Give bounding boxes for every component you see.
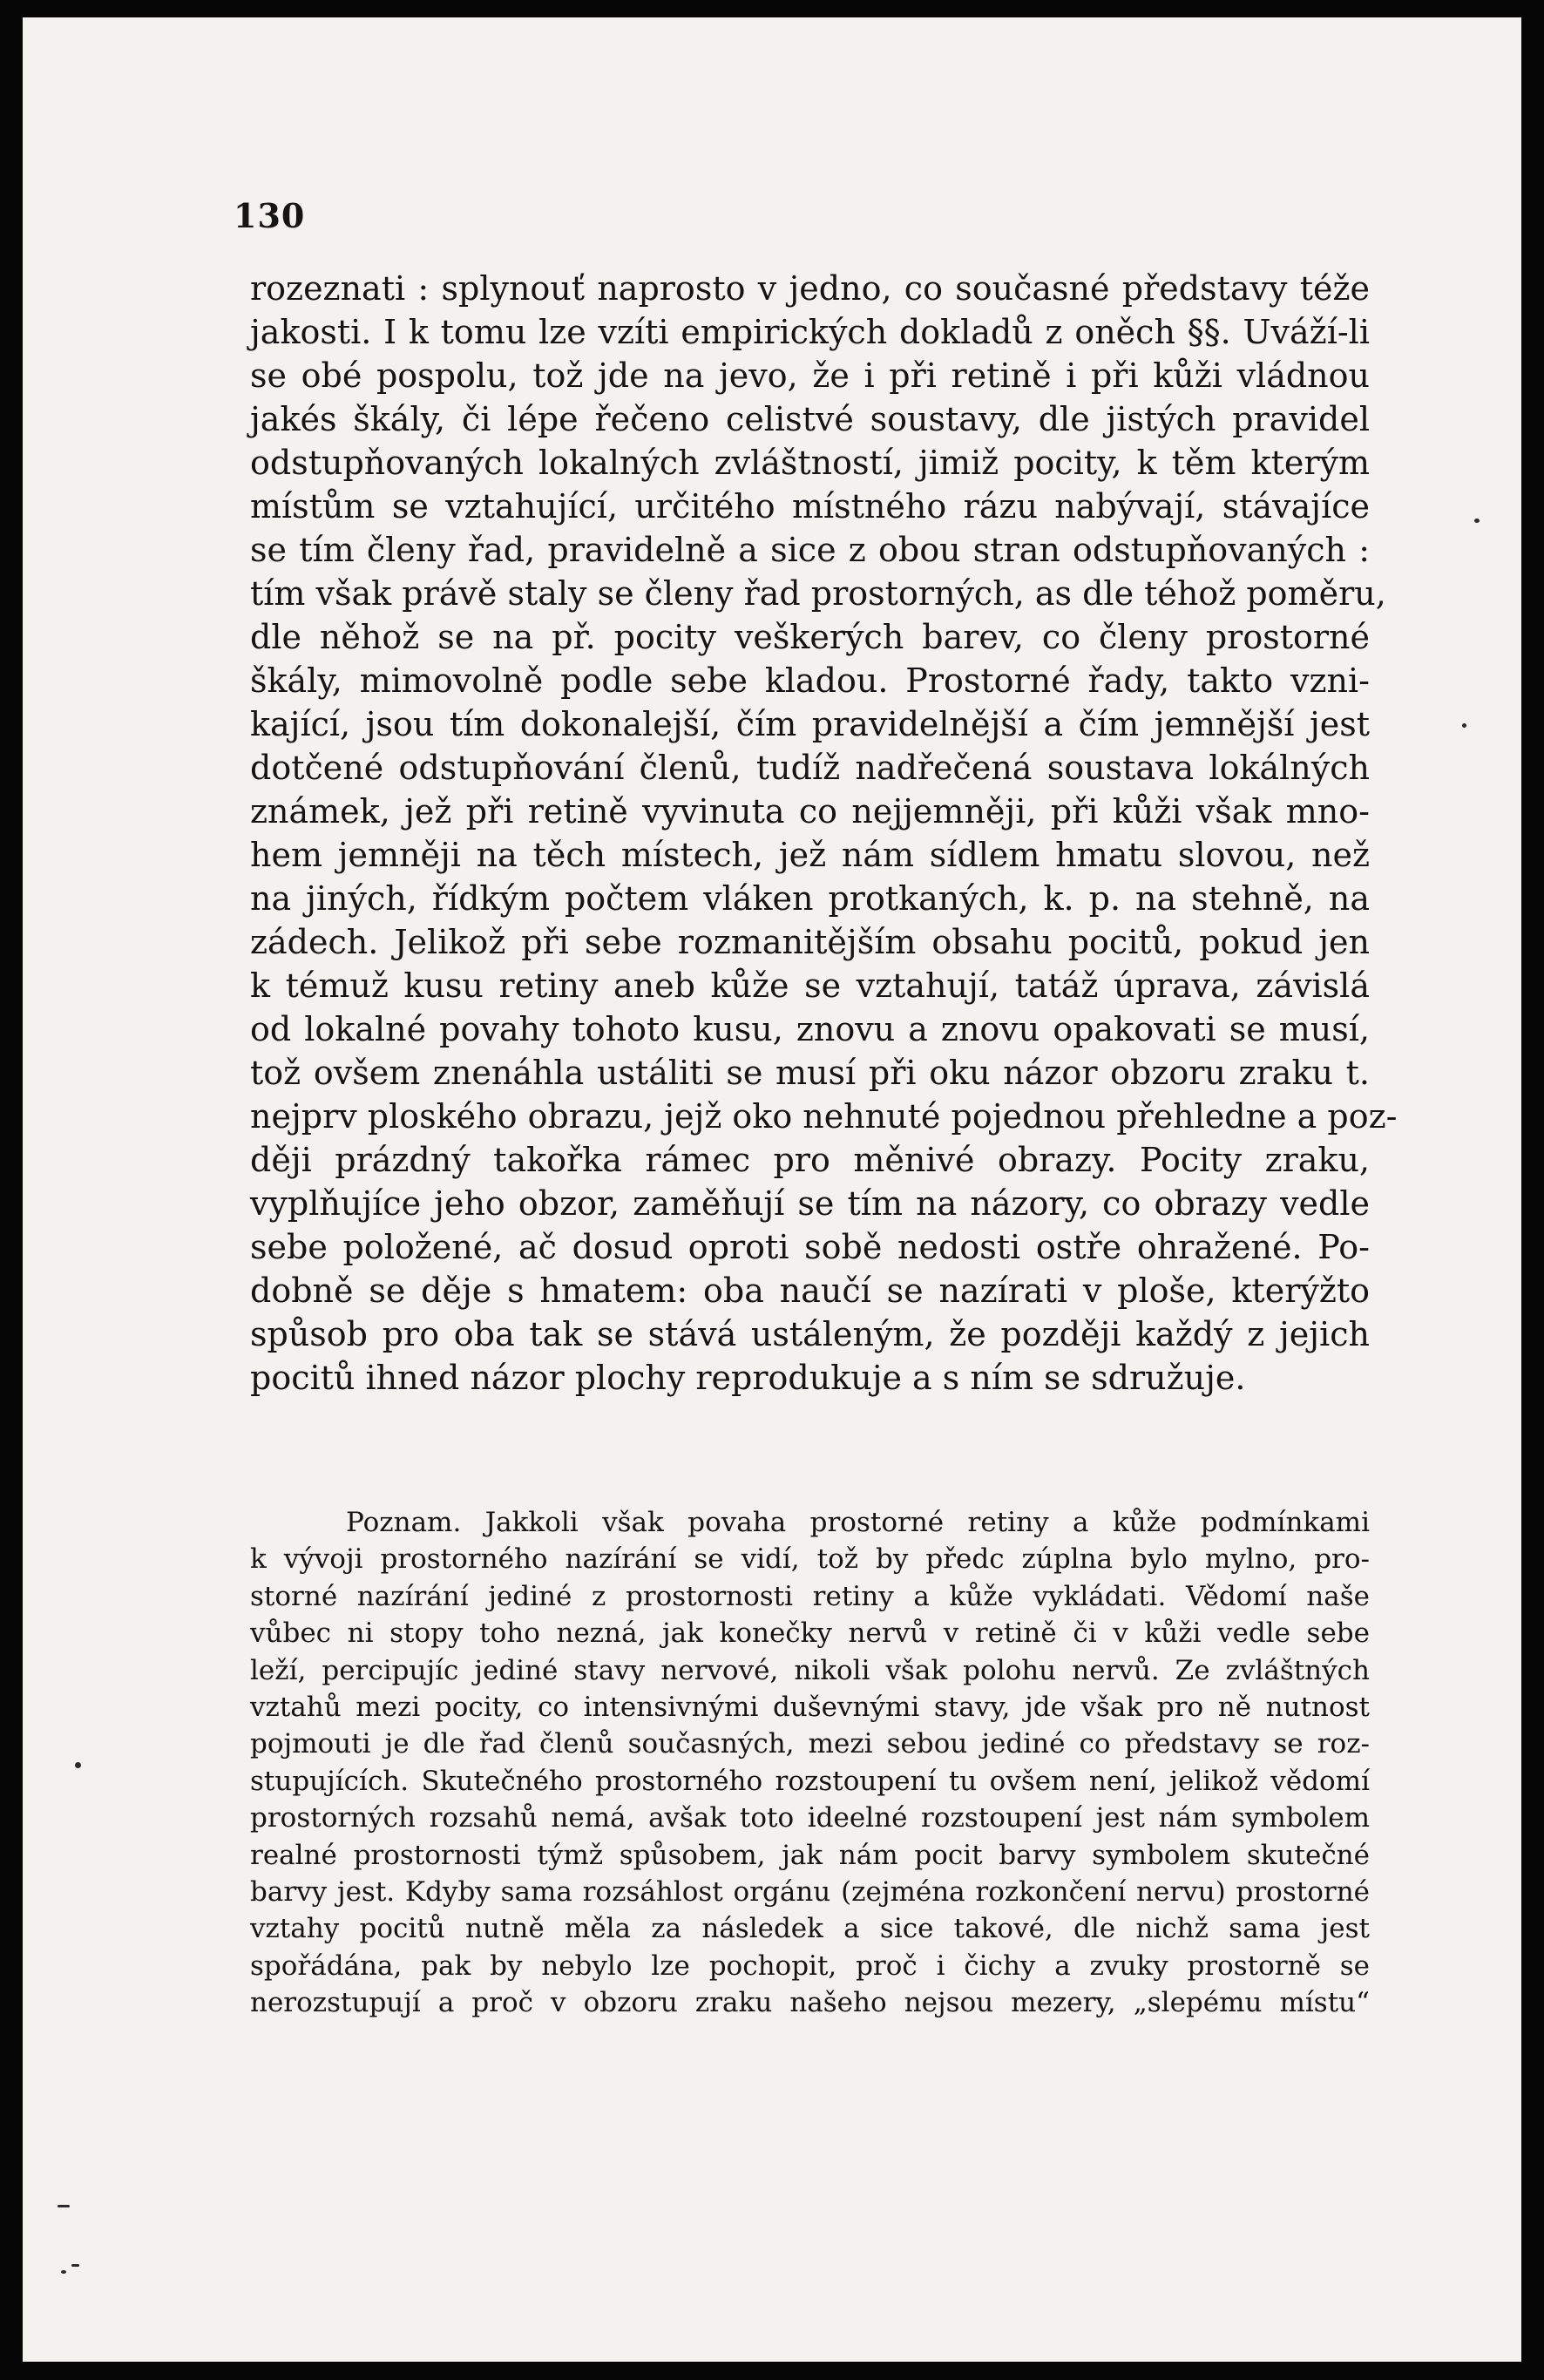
text-line: k témuž kusu retiny aneb kůže se vztahují, tatáž úprava, závislá <box>250 966 1370 1005</box>
text-line: kající, jsou tím dokonalejší, čím pravidelnější a čím jemnější jest <box>250 705 1370 743</box>
text-line: dle něhož se na př. pocity veškerých barev, co členy prostorné <box>250 618 1370 656</box>
text-line: pocitů ihned názor plochy reprodukuje a s ním se sdružuje. <box>250 1359 1246 1397</box>
text-line: na jiných, řídkým počtem vláken protkaných, k. p. na stehně, na <box>250 879 1370 918</box>
text-line: hem jemněji na těch místech, jež nám sídlem hmatu slovou, než <box>250 836 1370 874</box>
text-line: se tím členy řad, pravidelně a sice z obou stran odstupňovaných : <box>250 531 1370 569</box>
text-line: spůsob pro oba tak se stává ustáleným, že později každý z jejich <box>250 1315 1370 1353</box>
text-line: odstupňovaných lokalných zvláštností, jimiž pocity, k těm kterým <box>250 444 1370 482</box>
text-line: se obé pospolu, tož jde na jevo, že i při retině i při kůži vládnou <box>250 356 1370 395</box>
note-line: prostorných rozsahů nemá, avšak toto ideelné rozstoupení jest nám symbolem <box>250 1802 1370 1834</box>
note-line: barvy jest. Kdyby sama rozsáhlost orgánu (zejména rozkončení nervu) prostorné <box>250 1875 1370 1908</box>
note-line: nerozstupují a proč v obzoru zraku našeho nejsou mezery, „slepému místu“ <box>250 1987 1370 2019</box>
note-line: realné prostornosti týmž spůsobem, jak nám pocit barvy symbolem skutečné <box>250 1839 1370 1871</box>
note-line: vztahů mezi pocity, co intensivnými duševnými stavy, jde však pro ně nutnost <box>250 1691 1370 1723</box>
page-number: 130 <box>234 196 306 235</box>
text-line: místům se vztahující, určitého místného rázu nabývají, stávajíce <box>250 487 1370 525</box>
paper-speck <box>71 2264 79 2267</box>
footnote-paragraph <box>250 1504 1370 2021</box>
note-line: spořádána, pak by nebylo lze pochopit, proč i čichy a zvuky prostorně se <box>250 1949 1370 1982</box>
text-line: známek, jež při retině vyvinuta co nejjemněji, při kůži však mno- <box>250 792 1370 831</box>
text-line: tím však právě staly se členy řad prostorných, as dle téhož poměru, <box>250 574 1386 613</box>
note-line: k vývoji prostorného nazírání se vidí, tož by předc zúplna bylo mylno, pro- <box>250 1543 1370 1576</box>
text-line: škály, mimovolně podle sebe kladou. Prostorné řady, takto vzni- <box>250 661 1370 700</box>
note-line: vztahy pocitů nutně měla za následek a sice takové, dle nichž sama jest <box>250 1913 1370 1945</box>
paper-speck <box>61 2270 66 2274</box>
text-line: dobně se děje s hmatem: oba naučí se nazírati v ploše, kterýžto <box>250 1271 1370 1310</box>
text-line: jakés škály, či lépe řečeno celistvé soustavy, dle jistých pravidel <box>250 400 1370 438</box>
paper-speck <box>1474 519 1480 523</box>
text-line: nejprv ploského obrazu, jejž oko nehnuté pojednou přehledne a poz- <box>250 1097 1398 1136</box>
note-line: pojmouti je dle řad členů současných, mezi sebou jediné co představy se roz- <box>250 1728 1370 1760</box>
text-line: vyplňujíce jeho obzor, zaměňují se tím na názory, co obrazy vedle <box>250 1184 1370 1223</box>
note-line: leží, percipujíc jediné stavy nervové, nikoli však polohu nervů. Ze zvláštných <box>250 1654 1370 1686</box>
text-line: dotčené odstupňování členů, tudíž nadřečená soustava lokálných <box>250 749 1370 787</box>
paper-speck <box>58 2205 70 2207</box>
note-line: stupujících. Skutečného prostorného rozstoupení tu ovšem není, jelikož vědomí <box>250 1765 1370 1797</box>
text-line: sebe položené, ač dosud oproti sobě nedosti ostře ohražené. Po- <box>250 1228 1370 1266</box>
text-line: zádech. Jelikož při sebe rozmanitějším obsahu pocitů, pokud jen <box>250 923 1370 961</box>
text-line: tož ovšem znenáhla ustáliti se musí při oku názor obzoru zraku t. <box>250 1054 1370 1092</box>
note-line: storné nazírání jediné z prostornosti retiny a kůže vykládati. Vědomí naše <box>250 1580 1370 1612</box>
paper-speck <box>1462 723 1466 728</box>
paper-speck <box>75 1762 81 1768</box>
note-line: Poznam. Jakkoli však povaha prostorné retiny a kůže podmínkami <box>346 1507 1370 1538</box>
text-line: ději prázdný takořka rámec pro měnivé obrazy. Pocity zraku, <box>250 1141 1370 1179</box>
text-line: jakosti. I k tomu lze vzíti empirických dokladů z oněch §§. Uváží-li <box>250 313 1370 351</box>
text-line: rozeznati : splynouť naprosto v jedno, co současné představy téže <box>250 269 1370 308</box>
note-line: vůbec ni stopy toho nezná, jak konečky nervů v retině či v kůži vedle sebe <box>250 1617 1370 1650</box>
text-line: od lokalné povahy tohoto kusu, znovu a znovu opakovati se musí, <box>250 1010 1370 1048</box>
main-paragraph <box>250 267 1398 1400</box>
